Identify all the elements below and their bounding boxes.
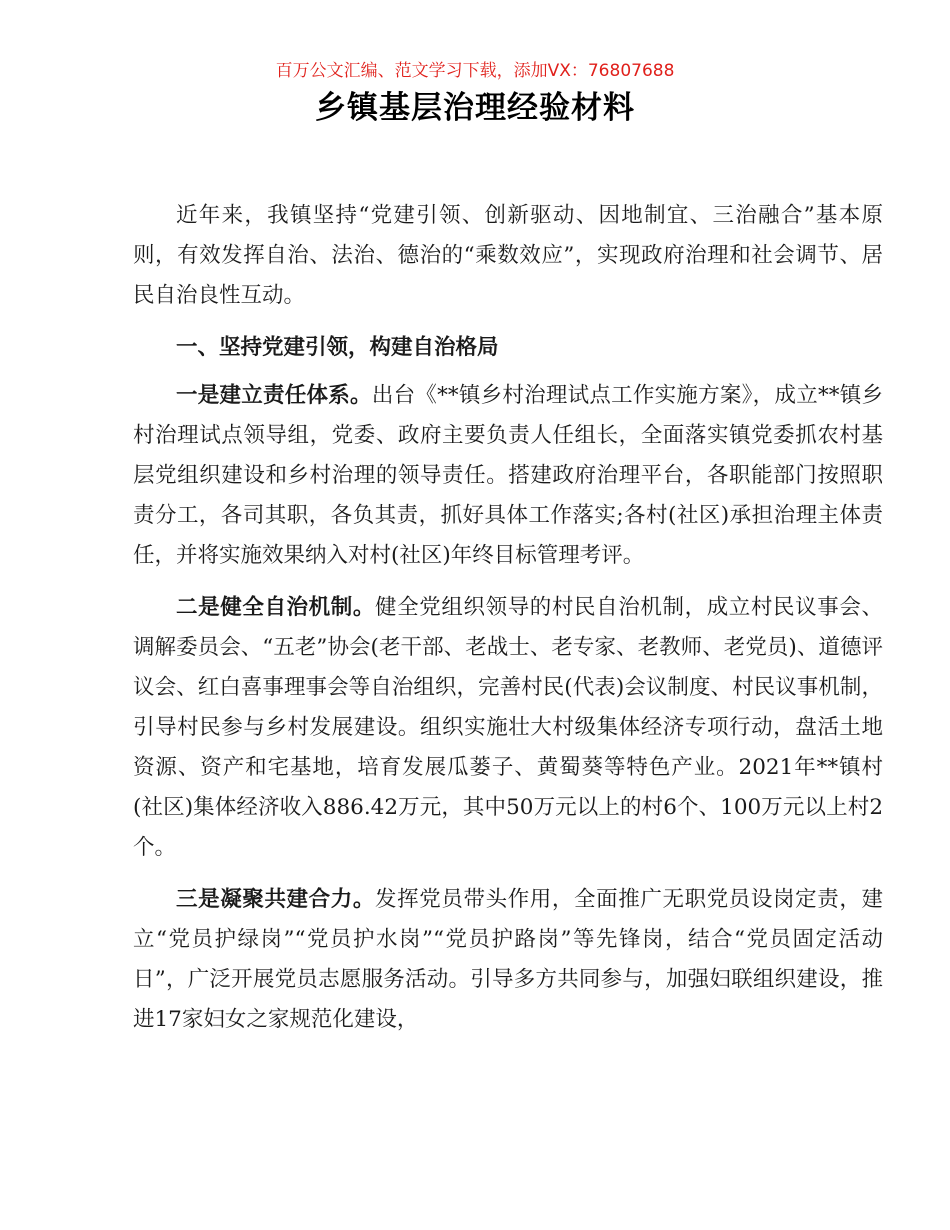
document-title: 乡镇基层治理经验材料 xyxy=(315,90,635,126)
paragraph-text: 出台《**镇乡村治理试点工作实施方案》，成立**镇乡村治理试点领导组，党委、政府主要负责人任组长，全面落实镇党委抓农村基层党组织建设和乡村治理的领导责任。搭建政府治理平台，各职能部门按照职责分工，各司其职，各负其责，抓好具体工作落实;各村(社区)承担治理主体责任，并将实施效果纳入对村(社区)年终目标管理考评。 xyxy=(133,383,883,568)
paragraph-lead: 二是健全自治机制。 xyxy=(176,595,376,620)
paragraph-autonomy xyxy=(133,588,883,868)
section-heading: 一、坚持党建引领，构建自治格局 xyxy=(176,335,499,360)
paragraph-responsibility xyxy=(133,376,883,576)
paragraph-lead: 三是凝聚共建合力。 xyxy=(176,887,376,912)
paragraph-lead: 一是建立责任体系。 xyxy=(176,383,372,408)
intro-paragraph: 近年来，我镇坚持“党建引领、创新驱动、因地制宜、三治融合”基本原则，有效发挥自治、法治、德治的“乘数效应”，实现政府治理和社会调节、居民自治良性互动。 xyxy=(133,203,883,308)
document-body xyxy=(133,196,883,1052)
paragraph-cooperation xyxy=(133,880,883,1040)
paragraph-text: 发挥党员带头作用，全面推广无职党员设岗定责，建立“党员护绿岗”“党员护水岗”“党员护路岗”等先锋岗，结合“党员固定活动日”，广泛开展党员志愿服务活动。引导多方共同参与，加强妇联组织建设，推进17家妇女之家规范化建设， xyxy=(133,887,883,1032)
watermark-banner: 百万公文汇编、范文学习下载，添加VX：76807688 xyxy=(275,61,675,81)
paragraph-text: 健全党组织领导的村民自治机制，成立村民议事会、调解委员会、“五老”协会(老干部、老战士、老专家、老教师、老党员)、道德评议会、红白喜事理事会等自治组织，完善村民(代表)会议制度、村民议事机制，引导村民参与乡村发展建设。组织实施壮大村级集体经济专项行动，盘活土地资源、资产和宅基地，培育发展瓜蒌子、黄蜀葵等特色产业。2021年**镇村(社区)集体经济收入886.42万元，其中50万元以上的村6个、100万元以上村2个。 xyxy=(133,595,883,860)
